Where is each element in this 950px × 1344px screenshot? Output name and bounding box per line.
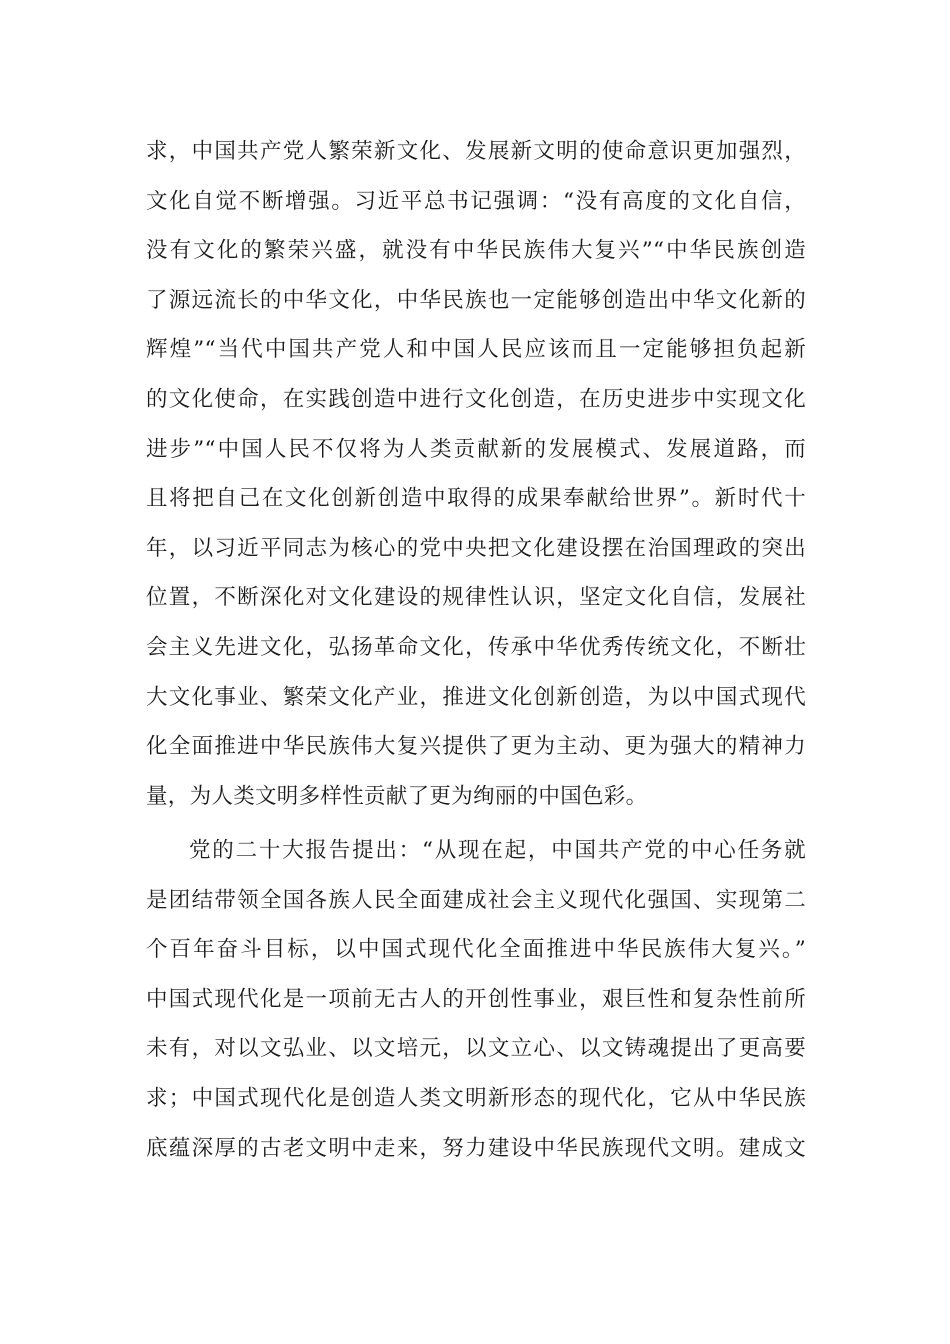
paragraph-line: 没有文化的繁荣兴盛，就没有中华民族伟大复兴”“中华民族创造 xyxy=(146,238,806,264)
paragraph-line: 的文化使命，在实践创造中进行文化创造，在历史进步中实现文化 xyxy=(146,386,806,412)
paragraph-2 xyxy=(146,826,806,1173)
paragraph-line: 中国式现代化是一项前无古人的开创性事业，艰巨性和复杂性前所 xyxy=(146,986,806,1012)
paragraph-line: 了源远流长的中华文化，中华民族也一定能够创造出中华文化新的 xyxy=(146,287,806,313)
paragraph-line: 进步”“中国人民不仅将为人类贡献新的发展模式、发展道路，而 xyxy=(146,436,806,462)
paragraph-line: 年，以习近平同志为核心的党中央把文化建设摆在治国理政的突出 xyxy=(146,535,806,561)
paragraph-line: 且将把自己在文化创新创造中取得的成果奉献给世界”。新时代十 xyxy=(146,486,806,512)
paragraph-line: 个百年奋斗目标，以中国式现代化全面推进中华民族伟大复兴。” xyxy=(146,937,806,963)
paragraph-line: 文化自觉不断增强。习近平总书记强调：“没有高度的文化自信， xyxy=(146,188,806,214)
paragraph-1 xyxy=(146,127,806,821)
paragraph-line: 是团结带领全国各族人民全面建成社会主义现代化强国、实现第二 xyxy=(146,887,806,913)
paragraph-line: 求，中国共产党人繁荣新文化、发展新文明的使命意识更加强烈， xyxy=(146,139,806,164)
paragraph-line: 大文化事业、繁荣文化产业，推进文化创新创造，为以中国式现代 xyxy=(146,684,806,710)
paragraph-line: 会主义先进文化，弘扬革命文化，传承中华优秀传统文化，不断壮 xyxy=(146,634,806,660)
paragraph-line: 位置，不断深化对文化建设的规律性认识，坚定文化自信，发展社 xyxy=(146,585,806,611)
paragraph-line: 求；中国式现代化是创造人类文明新形态的现代化，它从中华民族 xyxy=(146,1085,806,1111)
paragraph-line: 化全面推进中华民族伟大复兴提供了更为主动、更为强大的精神力 xyxy=(146,734,806,760)
paragraph-line: 未有，对以文弘业、以文培元，以文立心、以文铸魂提出了更高要 xyxy=(146,1036,806,1062)
paragraph-line: 量，为人类文明多样性贡献了更为绚丽的中国色彩。 xyxy=(146,783,648,809)
paragraph-line: 底蕴深厚的古老文明中走来，努力建设中华民族现代文明。建成文 xyxy=(146,1135,806,1161)
paragraph-line: 党的二十大报告提出：“从现在起，中国共产党的中心任务就 xyxy=(189,838,806,863)
paragraph-line: 辉煌”“当代中国共产党人和中国人民应该而且一定能够担负起新 xyxy=(146,337,806,363)
